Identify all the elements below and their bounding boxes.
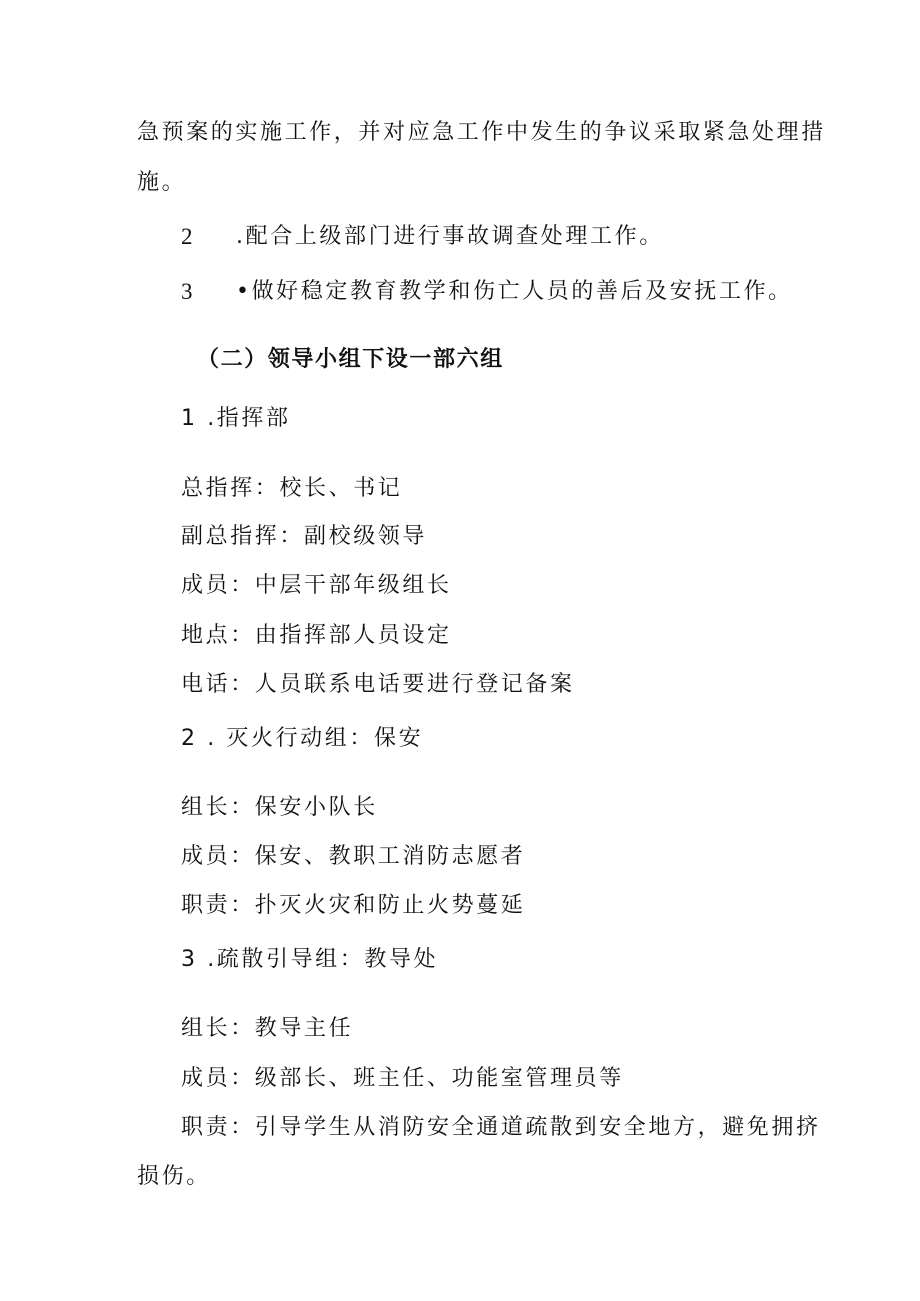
- paragraph-line: 职责：引导学生从消防安全通道疏散到安全地方，避免拥挤: [181, 1115, 821, 1140]
- paragraph-line: 施。: [137, 170, 187, 195]
- group-line: 副总指挥：副校级领导: [181, 524, 428, 549]
- group-title: 3 .疏散引导组：教导处: [181, 947, 439, 972]
- group-title: 2 . 灭火行动组：保安: [181, 726, 424, 751]
- group-line: 组长：保安小队长: [181, 795, 378, 820]
- group-line: 总指挥：校长、书记: [181, 476, 403, 501]
- group-line: 地点：由指挥部人员设定: [181, 623, 452, 648]
- group-title: 1 .指挥部: [181, 406, 291, 431]
- section-heading: （二）领导小组下设一部六组: [197, 347, 504, 372]
- group-line: 职责：扑灭火灾和防止火势蔓延: [181, 893, 526, 918]
- group-line: 组长：教导主任: [181, 1016, 354, 1041]
- paragraph-line: 损伤。: [137, 1164, 211, 1189]
- group-line: 成员：保安、教职工消防志愿者: [181, 844, 526, 869]
- group-line: 成员：中层干部年级组长: [181, 573, 452, 598]
- group-line: 成员：级部长、班主任、功能室管理员等: [181, 1066, 624, 1091]
- list-number: 3: [181, 279, 193, 304]
- list-number: 2: [181, 224, 193, 249]
- paragraph-line: 急预案的实施工作，并对应急工作中发生的争议采取紧急处理措: [137, 120, 826, 145]
- list-item-text: •做好稳定教育教学和伤亡人员的善后及安抚工作。: [236, 279, 793, 304]
- list-item-text: .配合上级部门进行事故调查处理工作。: [236, 224, 664, 249]
- group-line: 电话：人员联系电话要进行登记备案: [181, 672, 575, 697]
